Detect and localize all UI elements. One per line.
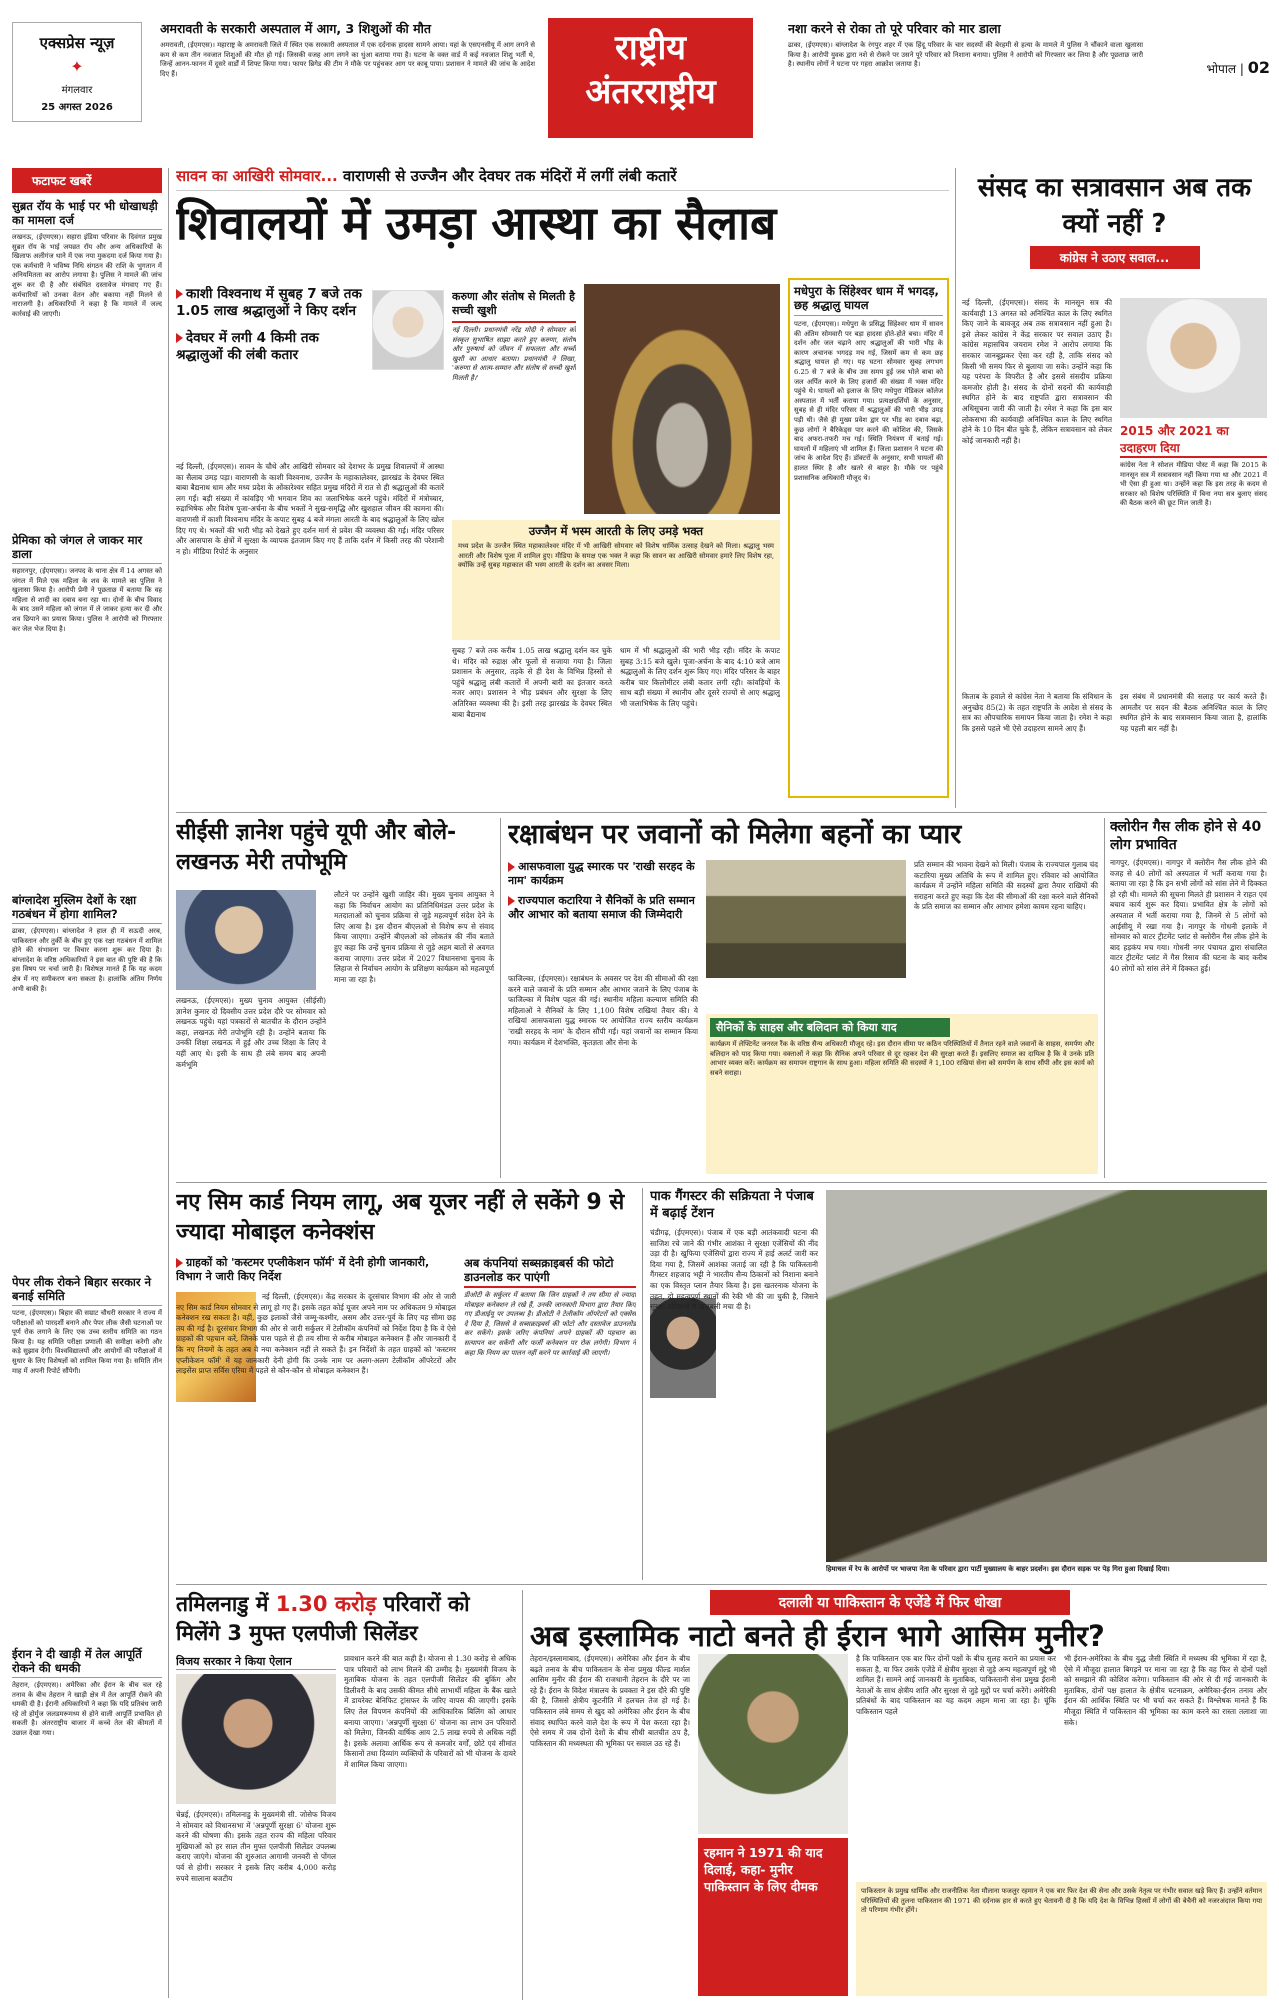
brief-title: प्रेमिका को जंगल ले जाकर मार डाला — [12, 533, 162, 564]
raksha-body: फाजिल्का, (ईएमएस)। रक्षाबंधन के अवसर पर देश की सीमाओं की रक्षा करने वाले जवानों के प्रति सम्मान और आभार जताने के लिए पंजाब के फाजिल्का में विशेष पहल की गई। स्थानीय महिला कल्याण समिति की महिलाओं ने सैनिकों के लिए 1,100 विशेष राखियां तैयार की। ये राखियां आसफवाला युद्ध स्मारक पर आयोजित राज्य स्तरीय कार्यक्रम 'राखी सरहद के नाम' के दौरान सौंपी गईं। यहां जवानों का सम्मान किया गया। कार्यक्रम में देशभक्ति, कृतज्ञता और सेना के — [508, 974, 698, 1047]
lead-right-divider — [955, 168, 956, 808]
iran-headline: अब इस्लामिक नाटो बनते ही ईरान भागे आसिम मुनीर? — [530, 1619, 1105, 1653]
brand-name: एक्सप्रेस न्यूज़ — [39, 34, 115, 52]
lead-headline: शिवालयों में उमड़ा आस्था का सैलाब — [176, 196, 777, 250]
cec-body: लखनऊ, (ईएमएस)। मुख्य चुनाव आयुक्त (सीईसी) ज्ञानेश कुमार दो दिवसीय उत्तर प्रदेश दौरे पर सोमवार को लखनऊ पहुंचे। यहां पत्रकारों से बातचीत के दौरान उन्होंने कहा, लखनऊ मेरी तपोभूमि रही है। उन्होंने बताया कि उनकी शिक्षा लखनऊ में हुई और उच्च शिक्षा के लिए वे यहीं आए थे। इसी के साथ ही लंबे समय बाद अपनी कर्मभूमि — [176, 996, 326, 1069]
sim-divider — [642, 1188, 643, 1580]
parliament-box-title: 2015 और 2021 का उदाहरण दिया — [1120, 422, 1267, 458]
parliament-side-box — [1120, 422, 1267, 682]
pullquote — [452, 290, 576, 530]
sim-box-body: डीओटी के सर्कुलर में बताया कि जिन ग्राहकों ने तय सीमा से ज्यादा मोबाइल कनेक्शन ले रखे हैं, उनकी जानकारी विभाग द्वारा तैयार किए गए डीआईयू पर उपलब्ध है। डीओटी ने टेलीकॉम ऑपरेटरों को एक्सेस दे दिया है, जिससे वे सब्सक्राइबर्स की फोटो और दस्तावेज डाउनलोड कर सकेंगे। इसके जरिए कंपनियां अपने ग्राहकों की पहचान का सत्यापन कर सकेंगी और फर्जी कनेक्शन पर रोक लगेगी। विभाग ने कहा कि नियम का पालन नहीं करने पर कार्रवाई की जाएगी। — [464, 1291, 636, 1357]
lead-kicker-red: सावन का आखिरी सोमवार... — [176, 167, 338, 185]
tn-body: चेन्नई, (ईएमएस)। तमिलनाडु के मुख्यमंत्री सी. जोसेफ विजय ने सोमवार को विधानसभा में 'अन्नपूर्णी सुरक्षा 6' योजना शुरू करने की घोषणा की। इसके तहत राज्य की महिला परिवार मुखियाओं को हर साल तीन मुफ्त एलपीजी सिलेंडर उपलब्ध कराए जाएंगे। योजना की शुरुआत आगामी जनवरी से पोंगल पर्व से होगी। सरकार ने इसके लिए करीब 4,000 करोड़ रुपये सालाना बजटीय — [176, 1810, 336, 1883]
chlorine-story — [1110, 818, 1267, 1178]
brief-item — [12, 533, 162, 885]
parliament-tag: कांग्रेस ने उठाए सवाल... — [1030, 246, 1200, 269]
pullquote-title: करुणा और संतोष से मिलती है सच्ची खुशी — [452, 290, 576, 323]
lead-story — [176, 166, 949, 804]
parliament-headline: संसद का सत्रावसान अब तक क्यों नहीं ? — [977, 173, 1252, 239]
parliament-body-3: इस संबंध में प्रधानमंत्री की सलाह पर कार्य करते हैं। आमतौर पर सदन की बैठक अनिश्चित काल के लिए स्थगित होने के बाद सत्रावसान किया जाता है, हालांकि यह पहली बार नहीं है। — [1120, 692, 1267, 733]
tn-tag: विजय सरकार ने किया ऐलान — [176, 1654, 336, 1670]
sim-sub: ग्राहकों को 'कस्टमर एप्लीकेशन फॉर्म' में देनी होगी जानकारी, विभाग ने जारी किए निर्देश — [176, 1256, 430, 1283]
left-column — [12, 168, 162, 1998]
lead-body-col1: नई दिल्ली, (ईएमएस)। सावन के चौथे और आखिरी सोमवार को देशभर के प्रमुख शिवालयों में आस्था का सैलाब उमड़ पड़ा। वाराणसी के काशी विश्वनाथ, उज्जैन के महाकालेश्वर, झारखंड के देवघर स्थित बाबा बैद्यनाथ धाम और मध्य प्रदेश के ओंकारेश्वर सहित प्रमुख मंदिरों में रात से ही श्रद्धालुओं की कतारें लग गईं। बड़ी संख्या में कांवड़िए भी भगवान शिव का जलाभिषेक करने पहुंचे। मंदिरों में मंत्रोच्चार, रुद्राभिषेक और विशेष पूजा-अर्चना के बीच भक्तों ने सुख-समृद्धि और खुशहाल जीवन की कामना की। वाराणसी में काशी विश्वनाथ मंदिर के कपाट सुबह 4 बजे मंगला आरती के बाद श्रद्धालुओं के लिए खोल दिए गए थे। भक्तों की भारी भीड़ को देखते हुए दर्शन मार्ग से प्रवेश की व्यवस्था की गई। मंदिर परिसर और आसपास के क्षेत्रों में सुरक्षा के व्यापक इंतजाम किए गए हैं ताकि दर्शन में किसी तरह की परेशानी न हो। मीडिया रिपोर्ट के अनुसार — [176, 462, 444, 556]
iran-photo-tag-body: पाकिस्तान के प्रमुख धार्मिक और राजनीतिक नेता मौलाना फजलुर रहमान ने एक बार फिर देश की सेना और उसके नेतृत्व पर गंभीर सवाल खड़े किए हैं। उन्होंने वर्तमान परिस्थितियों की तुलना पाकिस्तान की 1971 की दर्दनाक हार से करते हुए चेतावनी दी है कि यदि देश के विभिन्न हिस्सों में लोगों की बेचैनी को नजरअंदाज किया गया तो परिणाम गंभीर होंगे। — [856, 1882, 1267, 1996]
brief-body: तेहरान, (ईएमएस)। अमेरिका और ईरान के बीच चल रहे तनाव के बीच तेहरान ने खाड़ी क्षेत्र में तेल आपूर्ति रोकने की धमकी दी है। ईरानी अधिकारियों ने कहा कि यदि प्रतिबंध जारी रहे तो होर्मुज जलडमरूमध्य से होने वाली आपूर्ति प्रभावित हो सकती है। अंतरराष्ट्रीय बाजार में कच्चे तेल की कीमतों में उछाल देखा गया। — [12, 1681, 162, 1737]
tn-story — [176, 1590, 516, 2000]
arrow-icon — [176, 289, 183, 299]
parliament-box-body: कांग्रेस नेता ने सोशल मीडिया पोस्ट में कहा कि 2015 के मानसून सत्र में सत्रावसान नहीं किया गया था और 2021 में भी ऐसा ही हुआ था। उन्होंने कहा कि इस तरह के कदम से सरकार को विशेष परिस्थिति में बिना नया सत्र बुलाए संसद की बैठक करने की छूट मिल जाती है। — [1120, 461, 1267, 508]
stampede-title: मधेपुरा के सिंहेश्वर धाम में भगदड़, छह श्रद्धालु घायल — [794, 284, 943, 316]
cec-story — [176, 818, 494, 1178]
photo-caption-body: मध्य प्रदेश के उज्जैन स्थित महाकालेश्वर मंदिर में भी आखिरी सोमवार को विशेष धार्मिक उत्साह देखने को मिला। श्रद्धालु भस्म आरती और विशेष पूजा में शामिल हुए। मीडिया के समक्ष एक भक्त ने कहा कि सावन का आखिरी सोमवार हमारे लिए विशेष रहा, क्योंकि उन्हें सुबह महाकाल की भस्म आरती के दर्शन का अवसर मिला। — [458, 542, 774, 570]
tn-body-2: प्रावधान करने की बात कही है। योजना से 1.30 करोड़ से अधिक पात्र परिवारों को लाभ मिलने की उम्मीद है। मुख्यमंत्री विजय के मुताबिक योजना के तहत एलपीजी सिलेंडर की बुकिंग और डिलीवरी के बाद उसकी कीमत सीधे लाभार्थी महिला के बैंक खाते में डायरेक्ट बेनिफिट ट्रांसफर के जरिए वापस की जाएगी। इसके लिए तेल विपणन कंपनियों की आधिकारिक बिलिंग को आधार बनाया जाएगा। 'अन्नपूर्णी सुरक्षा 6' योजना का लाभ उन परिवारों को मिलेगा, जिनकी वार्षिक आय 2.5 लाख रुपये से अधिक नहीं है। इसके अलावा आर्थिक रूप से कमजोर वर्गों, छोटे एवं सीमांत किसानों तथा दिव्यांग व्यक्तियों के परिवारों को भी योजना के दायरे में शामिल किया जाएगा। — [344, 1654, 516, 1769]
pullquote-body: नई दिल्ली। प्रधानमंत्री नरेंद्र मोदी ने सोमवार को संस्कृत सुभाषित साझा करते हुए करुणा, संतोष और पुरुषार्थ को जीवन में सफलता और सच्ची खुशी का आधार बताया। प्रधानमंत्री ने लिखा, 'करुणा से आत्म-सम्मान और संतोष से सच्ची खुशी मिलती है।' — [452, 326, 576, 382]
brand-emblem-icon: ✦ — [70, 57, 84, 76]
chlorine-headline: क्लोरीन गैस लीक होने से 40 लोग प्रभावित — [1110, 819, 1262, 853]
cec-body-2: लौटने पर उन्होंने खुशी जाहिर की। मुख्य चुनाव आयुक्त ने कहा कि निर्वाचन आयोग का प्रतिनिधिमंडल उत्तर प्रदेश के मतदाताओं को चुनाव प्रक्रिया से जुड़े महत्वपूर्ण संदेश देने के लिए आया है। इस दौरान बीएलओ से विशेष रूप से संवाद किया जाएगा। उन्होंने बीएलओ को लोकतंत्र की नींव बताते हुए कहा कि उन्हें चुनाव प्रक्रिया से जुड़े अहम बातों से अवगत कराया जाएगा। उत्तर प्रदेश में 2027 विधानसभा चुनाव के लिहाज से निर्वाचन आयोग के प्रशिक्षण कार्यक्रम को महत्वपूर्ण माना जा रहा है। — [334, 890, 494, 984]
masthead-day: मंगलवार — [61, 85, 93, 96]
lead-sub-1: काशी विश्वनाथ में सुबह 7 बजे तक 1.05 लाख श्रद्धालुओं ने किए दर्शन — [176, 286, 362, 319]
iran-photo-tag — [698, 1838, 848, 1996]
iran-body: तेहरान/इस्लामाबाद, (ईएमएस)। अमेरिका और ईरान के बीच बढ़ते तनाव के बीच पाकिस्तान के सेना प्रमुख फील्ड मार्शल आसिम मुनीर की ईरान की राजधानी तेहरान के दौरे पर जा रहे हैं। ईरान के विदेश मंत्रालय के प्रवक्ता ने इस दौरे की पुष्टि की है, जिससे क्षेत्रीय कूटनीति में हलचल तेज हो गई है। पाकिस्तान लंबे समय से खुद को अमेरिका और ईरान के बीच संवाद स्थापित करने वाले देश के रूप में पेश करता रहा है। ऐसे समय में जब दोनों देशों के बीच सीधी बातचीत ठप है, पाकिस्तान की मध्यस्थता की भूमिका पर सवाल उठ रहे हैं। — [530, 1654, 690, 1748]
brief-body: सहारनपुर, (ईएमएस)। जनपद के थाना क्षेत्र में 14 अगस्त को जंगल में मिले एक महिला के शव के मामले का पुलिस ने खुलासा किया है। आरोपी प्रेमी ने पूछताछ में बताया कि वह महिला से शादी का दबाव बना रहा था। दोनों के बीच विवाद के बाद उसने महिला को जंगल में ले जाकर हत्या कर दी और शव छिपाने का प्रयास किया। पुलिस ने आरोपी को गिरफ्तार कर जेल भेज दिया है। — [12, 567, 162, 633]
raksha-story — [508, 818, 1098, 1178]
raksha-body-2: प्रति सम्मान की भावना देखने को मिली। पंजाब के राज्यपाल गुलाब चंद कटारिया मुख्य अतिथि के रूप में शामिल हुए। रविवार को आयोजित कार्यक्रम में उन्होंने महिला समिति की सदस्यों द्वारा तैयार राखियों की सराहना करते हुए कहा कि देश की सीमाओं की रक्षा करने वाले सैनिकों के प्रति समाज का सम्मान और आभार हमेशा कायम रहना चाहिए। — [914, 860, 1098, 912]
section-title-national: राष्ट्रीय — [614, 28, 687, 68]
brief-title: पेपर लीक रोकने बिहार सरकार ने बनाई समिति — [12, 1275, 162, 1306]
brief-title: ईरान ने दी खाड़ी में तेल आपूर्ति रोकने की धमकी — [12, 1647, 162, 1678]
brief-body: लखनऊ, (ईएमएस)। सहारा इंडिया परिवार के दिवंगत प्रमुख सुब्रत रॉय के भाई जयव्रत रॉय और अन्य अधिकारियों के खिलाफ अलीगंज थाने में एक नया मुकदमा दर्ज किया गया है। एक कर्मचारी ने भविष्य निधि संगठन की राशि के भुगतान में अनियमितता का आरोप लगाया है। पुलिस ने मामले की जांच शुरू कर दी है और संबंधित दस्तावेज मंगवाए गए हैं। कर्मचारियों को उनका वेतन और बकाया नहीं मिलने से नाराजगी है। अधिकारियों ने कहा है कि मामले में जल्द कार्रवाई की जाएगी। — [12, 233, 162, 318]
brief-body: अमरावती, (ईएमएस)। महाराष्ट्र के अमरावती जिले में स्थित एक सरकारी अस्पताल में एक दर्दनाक हादसा सामने आया। यहां के एसएनसीयू में आग लगने से कम से कम तीन नवजात शिशुओं की मौत हो गई। जिसकी वजह आग लगने का धुंआ बताया गया है। घटना के वक्त वार्ड में कई नवजात शिशु भर्ती थे, जिन्हें आनन-फानन में दूसरे वार्डों में शिफ्ट किया गया। फायर ब्रिगेड की टीम ने मौके पर पहुंचकर आग पर काबू पाया। प्रशासन ने मामले की जांच के आदेश दिए हैं। — [160, 41, 535, 78]
brief-item — [12, 893, 162, 1267]
lead-body-col3: धाम में भी श्रद्धालुओं की भारी भीड़ रही। मंदिर के कपाट सुबह 3:15 बजे खुले। पूजा-अर्चना के बाद 4:10 बजे आम श्रद्धालुओं के लिए दर्शन शुरू किए गए। मंदिर परिसर के बाहर करीब चार किलोमीटर लंबी कतार लगी रही। कांवड़ियों के साथ बड़ी संख्या में स्थानीय और दूसरे राज्यों से आए श्रद्धालु भी जलाभिषेक के लिए पहुंचे। — [620, 646, 780, 708]
raksha-subs — [508, 860, 698, 970]
iran-tag: दलाली या पाकिस्तान के एजेंडे में फिर धोखा — [710, 1590, 1070, 1615]
brief-title: सुब्रत रॉय के भाई पर भी धोखाधड़ी का मामला दर्ज — [12, 199, 162, 230]
stampede-box — [788, 278, 949, 798]
lead-body-col2: सुबह 7 बजे तक करीब 1.05 लाख श्रद्धालु दर्शन कर चुके थे। मंदिर को रुद्राक्ष और फूलों से सजाया गया है। जिला प्रशासन के अनुसार, तड़के से ही देश के विभिन्न हिस्सों से पहुंचे श्रद्धालु लंबी कतारों में अपनी बारी का इंतजार करते नजर आए। प्रशासन ने भीड़ प्रबंधन और सुरक्षा के लिए अतिरिक्त व्यवस्था की है। इसी तरह झारखंड के देवघर स्थित बाबा बैद्यनाथ — [452, 646, 612, 719]
raksha-box-title: सैनिकों के साहस और बलिदान को किया याद — [710, 1018, 950, 1037]
arrow-icon — [508, 862, 515, 872]
raksha-box — [706, 1014, 1098, 1174]
pak-story — [650, 1188, 818, 1580]
stampede-body: पटना, (ईएमएस)। मधेपुरा के प्रसिद्ध सिंहेश्वर धाम में सावन की अंतिम सोमवारी पर बड़ा हादसा होते-होते बचा। मंदिर में दर्शन और जल चढ़ाने आए श्रद्धालुओं की भारी भीड़ के कारण अचानक भगदड़ मच गई, जिसमें कम से कम छह श्रद्धालु घायल हो गए। यह घटना सोमवार सुबह लगभग 6.25 से 7 बजे के बीच उस समय हुई जब भोले बाबा को जल अर्पित करने के लिए हजारों की संख्या में भक्त मंदिर पहुंचे थे। घायलों को इलाज के लिए मधेपुरा मेडिकल कॉलेज अस्पताल में भर्ती कराया गया। प्रत्यक्षदर्शियों के अनुसार, सुबह से ही मंदिर परिसर में श्रद्धालुओं की भारी भीड़ उमड़ पड़ी थी। जैसे ही मुख्य प्रवेश द्वार पर भीड़ का दबाव बढ़ा, कुछ लोगों ने बैरिकेड्स पार करने की कोशिश की, जिसके बाद अफरा-तफरी मच गई। स्थिति नियंत्रण में बताई गई। घायलों में महिलाएं भी शामिल हैं। जिला प्रशासन ने घटना की जांच के आदेश दिए हैं। डॉक्टरों के अनुसार, सभी घायलों की हालत स्थिर है और खतरे से बाहर है। मौके पर पहुंचे प्रशासनिक अधिकारी मौजूद थे। — [794, 320, 943, 482]
arrow-icon — [176, 333, 183, 343]
parliament-body-2: किताब के हवाले से कांग्रेस नेता ने बताया कि संविधान के अनुच्छेद 85(2) के तहत राष्ट्रपति के आदेश से संसद के सत्र का औपचारिक समापन किया जाता है। रमेश ने कहा कि इससे पहले भी ऐसे उदाहरण सामने आए हैं। — [962, 692, 1112, 733]
left-column-header: फटाफट खबरें — [12, 168, 162, 193]
sim-box-title: अब कंपनियां सब्सक्राइबर्स की फोटो डाउनलोड कर पाएंगी — [464, 1256, 636, 1288]
tn-divider — [522, 1590, 523, 2000]
iran-story — [530, 1590, 1267, 2000]
brief-item — [12, 1275, 162, 1639]
city-label: भोपाल — [1206, 62, 1237, 76]
raksha-headline: रक्षाबंधन पर जवानों को मिलेगा बहनों का प्यार — [508, 819, 962, 850]
cec-divider — [500, 818, 501, 1178]
raksha-box-body: कार्यक्रम में लेफ्टिनेंट जनरल रैंक के वरिष्ठ सैन्य अधिकारी मौजूद रहे। इस दौरान सीमा पर कठिन परिस्थितियों में तैनात रहने वाले जवानों के साहस, समर्पण और बलिदान को याद किया गया। वक्ताओं ने कहा कि सैनिक अपने परिवार से दूर रहकर देश की सुरक्षा करते हैं। इसलिए समाज का दायित्व है कि वे उनके प्रति आभार व्यक्त करें। कार्यक्रम का समापन राष्ट्रगान के साथ हुआ। महिला समिति की सदस्यों ने 1,100 राखियां सेना को समर्पण के साथ सौंपी और इस कार्य को सबने सराहा। — [710, 1040, 1094, 1077]
raksha-sub-2: राज्यपाल कटारिया ने सैनिकों के प्रति सम्मान और आभार को बताया समाज की जिम्मेदारी — [508, 894, 695, 921]
cec-photo — [176, 890, 316, 990]
pak-headline: पाक गैंगस्टर की सक्रियता ने पंजाब में बढ़ाई टेंशन — [650, 1189, 814, 1221]
masthead-date: 25 अगस्त 2026 — [41, 102, 113, 113]
temple-photo-caption-box — [452, 520, 780, 640]
top-brief-1 — [160, 20, 535, 130]
section-title-international: अंतरराष्ट्रीय — [585, 72, 716, 112]
iran-body-2: है कि पाकिस्तान एक बार फिर दोनों पक्षों के बीच सुलह कराने का प्रयास कर सकता है, या फिर उसके एजेंडे में क्षेत्रीय सुरक्षा से जुड़े अन्य महत्वपूर्ण मुद्दे भी शामिल हैं। सामने आई जानकारी के मुताबिक, पाकिस्तानी सेना प्रमुख ईरानी नेताओं के साथ क्षेत्रीय शांति और सुरक्षा से जुड़े मुद्दों पर चर्चा करेंगे। अमेरिकी प्रतिबंधों के बाद पाकिस्तान का यह कदम अहम माना जा रहा है। चूंकि पाकिस्तान पहले — [856, 1654, 1056, 1716]
lead-sub-2: देवघर में लगी 4 किमी तक श्रद्धालुओं की लंबी कतार — [176, 330, 319, 363]
row2-divider — [176, 1182, 1267, 1183]
page-info: भोपाल | 02 — [1206, 58, 1270, 77]
brief-title: अमरावती के सरकारी अस्पताल में आग, 3 शिशुओं की मौत — [160, 21, 431, 36]
parliament-story — [962, 170, 1267, 810]
photo-caption-title: उज्जैन में भस्म आरती के लिए उमड़े भक्त — [528, 524, 704, 538]
lead-sub-block — [176, 286, 366, 456]
top-brief-2 — [788, 20, 1143, 130]
fallen-tree-photo — [826, 1190, 1267, 1562]
iran-body-3: भी ईरान-अमेरिका के बीच युद्ध जैसी स्थिति में मध्यस्थ की भूमिका में रहा है, ऐसे में मौजूदा हालात बिगड़ने पर माना जा रहा है कि वह फिर से दोनों पक्षों को समझाने की कोशिश करेगा। पाकिस्तान की ओर से दी गई जानकारी के मुताबिक, दोनों पक्ष हालात के क्षेत्रीय घटनाक्रम, अमेरिका-ईरान तनाव और ईरान की आर्थिक स्थिति पर भी चर्चा कर सकते हैं। विश्लेषक मानते हैं कि मौजूदा स्थिति में पाकिस्तान की भूमिका का काम करने का रास्ता तलाशा जा सके। — [1064, 1654, 1267, 1727]
pm-portrait — [372, 290, 444, 370]
brief-item — [12, 1647, 162, 1971]
chlorine-body: नागपुर, (ईएमएस)। नागपुर में क्लोरीन गैस लीक होने की वजह से 40 लोगों को अस्पताल में भर्ती कराया गया है। बताया जा रहा है कि इन सभी लोगों को सांस लेने में दिक्कत हो रही थी। मामले की सूचना मिलते ही प्रशासन ने राहत एवं बचाव कार्य शुरू कर दिया। प्रभावित क्षेत्र के लोगों को अस्पताल में भर्ती कराया गया है, जिनमें से 5 लोगों को आईसीयू में रखा गया है। नागपुर के गोधनी इलाके में सोमवार को वाटर ट्रीटमेंट प्लांट से क्लोरीन गैस लीक होने के बाद हड़कंप मच गया। गोधनी नगर पंचायत द्वारा संचालित वाटर ट्रीटमेंट प्लांट में गैस रिसाव की घटना के बाद करीब 40 लोगों को सांस लेने में दिक्कत हुई। — [1110, 858, 1267, 973]
page-number: 02 — [1247, 58, 1270, 77]
raksha-divider — [1104, 818, 1105, 1178]
lead-kicker — [176, 166, 949, 191]
raksha-sub-1: आसफवाला युद्ध स्मारक पर 'राखी सरहद के नाम' कार्यक्रम — [508, 860, 695, 887]
cec-headline: सीईसी ज्ञानेश पहुंचे यूपी और बोले- लखनऊ मेरी तपोभूमि — [176, 820, 457, 875]
tn-headline: तमिलनाडु में 1.30 करोड़ परिवारों को मिलेंगे 3 मुफ्त एलपीजी सिलेंडर — [176, 1592, 470, 1645]
brief-body: ढाका, (ईएमएस)। बांग्लादेश के रंगपुर शहर में एक हिंदू परिवार के चार सदस्यों की बेरहमी से हत्या के मामले में पुलिस ने चौंकाने वाला खुलासा किया है। आरोपी युवक द्वारा नशे से रोकने पर उसने पूरे परिवार को निशाना बनाया। पुलिस ने आरोपी को गिरफ्तार कर लिया है और पूछताछ जारी है। स्थानीय लोगों ने घटना पर गहरा आक्रोश जताया है। — [788, 41, 1143, 69]
iran-photo-tag-title: रहमान ने 1971 की याद दिलाई, कहा- मुनीर पाकिस्तान के लिए दीमक — [704, 1845, 823, 1894]
section-banner — [548, 18, 753, 138]
row3-divider — [176, 1584, 1267, 1585]
fallen-tree-caption: हिमाचल में रेप के आरोपों पर भाजपा नेता के परिवार द्वारा पार्टी मुख्यालय के बाहर प्रदर्शन। इस दौरान सड़क पर पेड़ गिरा हुआ दिखाई दिया। — [826, 1565, 1170, 1573]
masthead-brand-box — [12, 22, 142, 122]
munir-photo — [698, 1654, 848, 1834]
lead-kicker-black: वाराणसी से उज्जैन और देवघर तक मंदिरों में लगीं लंबी कतारें — [342, 167, 677, 185]
sim-headline: नए सिम कार्ड नियम लागू, अब यूजर नहीं ले सकेंगे 9 से ज्यादा मोबाइल कनेक्शंस — [176, 1190, 625, 1245]
brief-body: पटना, (ईएमएस)। बिहार की सम्राट चौधरी सरकार ने राज्य में परीक्षाओं को पारदर्शी बनाने और पेपर लीक जैसी घटनाओं पर पूर्ण रोक लगाने के लिए एक उच्च स्तरीय समिति का गठन किया है। यह समिति परीक्षा प्रणाली की समीक्षा करेगी और कड़े सुझाव देगी। विश्वविद्यालयों और आयोगों की परीक्षाओं में सुधार के लिए विशेषज्ञों को शामिल किया गया है। समिति तीन माह में अपनी रिपोर्ट सौंपेगी। — [12, 1309, 162, 1375]
masthead — [0, 0, 1279, 140]
vijay-photo — [176, 1674, 336, 1804]
row1-divider — [176, 812, 1267, 813]
brief-body: ढाका, (ईएमएस)। बांग्लादेश ने हाल ही में सऊदी अरब, पाकिस्तान और तुर्की के बीच हुए एक रक्षा गठबंधन में शामिल होने की संभावना पर विचार करना शुरू कर दिया है। बांग्लादेश के वरिष्ठ अधिकारियों ने इस बात की पुष्टि की है कि इस विषय पर चर्चा जारी है। विशेषज्ञ मानते हैं कि यह कदम क्षेत्र में नए समीकरण बना सकता है। हालांकि अंतिम निर्णय अभी बाकी है। — [12, 927, 162, 993]
sim-body: नई दिल्ली, (ईएमएस)। केंद्र सरकार के दूरसंचार विभाग की ओर से जारी नए सिम कार्ड नियम सोमवार से लागू हो गए हैं। इसके तहत कोई यूजर अपने नाम पर अधिकतम 9 मोबाइल कनेक्शन रख सकता है। वहीं, कुछ इलाकों जैसे जम्मू-कश्मीर, असम और उत्तर-पूर्व के लिए यह सीमा छह तय की गई है। दूरसंचार विभाग की ओर से जारी सर्कुलर में टेलीकॉम कंपनियों को निर्देश दिया है कि वे ऐसे ग्राहकों की पहचान करें, जिनके पास पहले से ही तय सीमा से करीब मोबाइल कनेक्शन हैं और जानकारी दें कि नए नियमों के तहत अब वे नया कनेक्शन नहीं ले सकते हैं। इन निर्देशों के तहत ग्राहकों को 'कस्टमर एप्लीकेशन फॉर्म' में यह जानकारी देनी होगी कि उनके नाम पर अलग-अलग टेलीकॉम ऑपरेटरों और लाइसेंस प्राप्त सर्विस एरिया में पहले से कौन-कौन से मोबाइल कनेक्शन हैं। — [176, 1292, 456, 1376]
brief-title: नशा करने से रोका तो पूरे परिवार को मार डाला — [788, 21, 1001, 36]
soldiers-photo — [706, 860, 906, 978]
sim-story — [176, 1188, 636, 1580]
brief-title: बांग्लादेश मुस्लिम देशों के रक्षा गठबंधन में होगा शामिल? — [12, 893, 162, 924]
arrow-icon — [176, 1258, 183, 1268]
left-column-divider — [168, 168, 169, 1998]
arrow-icon — [508, 896, 515, 906]
temple-photo — [584, 284, 780, 514]
parliament-body: नई दिल्ली, (ईएमएस)। संसद के मानसून सत्र की कार्यवाही 13 अगस्त को अनिश्चित काल के लिए स्थगित किए जाने के बावजूद अब तक सत्रावसान नहीं हुआ है। इसे लेकर कांग्रेस ने केंद्र सरकार पर सवाल उठाए हैं। कांग्रेस महासचिव जयराम रमेश ने आरोप लगाया कि सरकार जानबूझकर ऐसा कर रही है, ताकि संसद को किसी भी समय फिर से बुलाया जा सके। उन्होंने कहा कि यह परंपरा के विपरीत है और इससे संसदीय प्रक्रिया कमजोर होती है। संसद के दोनों सदनों की कार्यवाही स्थगित होने के बाद राष्ट्रपति द्वारा सत्रावसान की अधिसूचना जारी की जाती है। रमेश ने कहा कि इस बार लोकसभा की कार्यवाही अनिश्चित काल के लिए स्थगित होने के 10 दिन बीत चुके हैं, लेकिन सत्रावसान को लेकर कोई जानकारी नहीं है। — [962, 298, 1112, 445]
jairam-ramesh-photo — [1120, 298, 1267, 418]
sim-box — [464, 1256, 636, 1580]
pak-body: चंडीगढ़, (ईएमएस)। पंजाब में एक बड़ी आतंकवादी घटना की साजिश रचे जाने की गंभीर आशंका ने सुरक्षा एजेंसियों की नींद उड़ा दी है। खुफिया एजेंसियों द्वारा राज्य में हाई अलर्ट जारी कर दिया गया है, जिसमें आशंका जताई जा रही है कि पाकिस्तानी गैंगस्टर शहजाद भट्टी ने भारतीय सैन्य ठिकानों को निशाना बनाने का एक विस्तृत प्लान तैयार किया है। इस खतरनाक योजना के तहत, दो महत्वपूर्ण स्थानों की रेकी भी की जा चुकी है, जिसने सुरक्षा प्रतिष्ठानों में खलबली मचा दी है। — [650, 1228, 818, 1312]
brief-item — [12, 199, 162, 525]
